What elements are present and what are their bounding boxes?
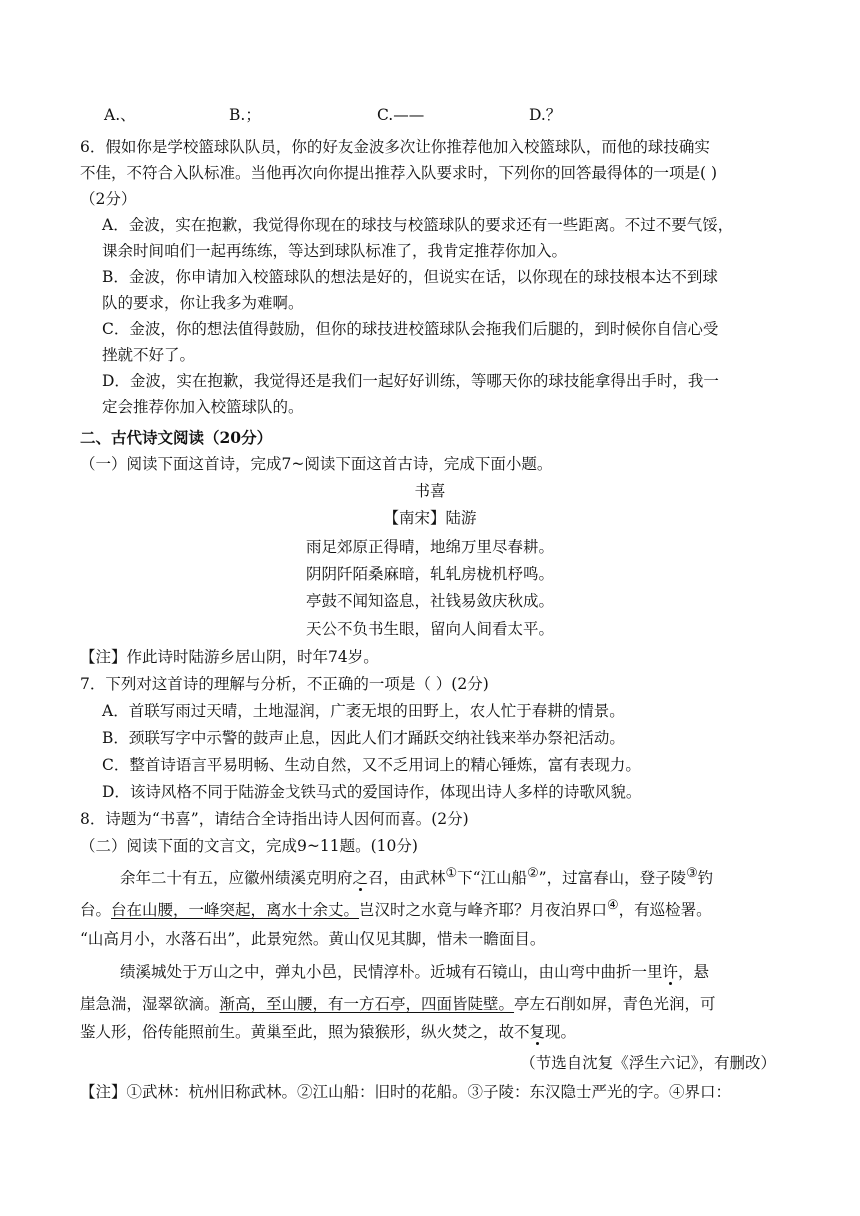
q5-option-a: A.、 xyxy=(104,106,136,124)
poem-note: 【注】作此诗时陆游乡居山阴，时年74岁。 xyxy=(80,648,379,666)
q7-stem: 7．下列对这首诗的理解与分析，不正确的一项是（ ）(2分) xyxy=(80,675,489,693)
q7-option-c: C．整首诗语言平易明畅、生动自然，又不乏用词上的精心锤炼，富有表现力。 xyxy=(102,756,641,774)
part2-intro: （二）阅读下面的文言文，完成9~11题。(10分) xyxy=(80,837,418,855)
q6-stem-line: （2分） xyxy=(80,190,137,208)
q6-stem-line: 不佳，不符合入队标准。当他再次向你提出推荐入队要求时，下列你的回答最得体的一项是( ) xyxy=(80,164,718,182)
passage-line: 台。台在山腰，一峰突起，离水十余丈。岂汉时之水竟与峰齐耶？月夜泊界口④，有巡检署。 xyxy=(80,898,712,920)
passage-line: 余年二十有五，应徽州绩溪克明府之召，由武林①下“江山船②”，过富春山，登子陵③钓 xyxy=(120,866,714,888)
poem-line: 雨足郊原正得晴，地绵万里尽春耕。 xyxy=(305,538,554,556)
q6-option-a-line: A．金波，实在抱歉，我觉得你现在的球技与校篮球队的要求还有一些距离。不过不要气馁， xyxy=(102,216,734,234)
q7-option-a: A．首联写雨过天晴，土地湿润，广袤无垠的田野上，农人忙于春耕的情景。 xyxy=(102,702,625,720)
footnote-mark: ④ xyxy=(607,898,619,913)
passage-line: 绩溪城处于万山之中，弹丸小邑，民情淳朴。近城有石镜山，由山弯中曲折一里许，悬 xyxy=(120,963,710,981)
q6-option-b-line: B．金波，你申请加入校篮球队的想法是好的，但说实在话，以你现在的球技根本达不到球 xyxy=(102,268,718,286)
passage-line: 崖急湍，湿翠欲滴。渐高，至山腰，有一方石亭，四面皆陡壁。亭左石削如屏，青色光润，可 xyxy=(80,995,716,1013)
q6-option-a-line: 课余时间咱们一起再练练，等达到球队标准了，我肯定推荐你加入。 xyxy=(102,242,568,260)
q6-stem-line: 6．假如你是学校篮球队队员，你的好友金波多次让你推荐他加入校篮球队，而他的球技确实 xyxy=(80,138,710,156)
q7-option-b: B．颈联写字中示警的鼓声止息，因此人们才踊跃交纳社钱来举办祭祀活动。 xyxy=(102,729,625,747)
q7-option-d: D．该诗风格不同于陆游金戈铁马式的爱国诗作，体现出诗人多样的诗歌风貌。 xyxy=(102,783,642,801)
passage-source: （节选自沈复《浮生六记》，有删改） xyxy=(520,1054,776,1072)
poem-line: 天公不负书生眼，留向人间看太平。 xyxy=(305,620,554,638)
q6-option-b-line: 队的要求，你让我多为难啊。 xyxy=(102,294,304,312)
section-heading: 二、古代诗文阅读（20分） xyxy=(80,428,273,447)
poem-title: 书喜 xyxy=(414,482,446,500)
passage-line: “山高月小，水落石出”，此景宛然。黄山仅见其脚，惜未一瞻面目。 xyxy=(80,930,546,948)
q6-option-c-line: 挫就不好了。 xyxy=(102,346,196,364)
emphasis-dot-char: 许 xyxy=(662,963,679,981)
q6-option-c-line: C．金波，你的想法值得鼓励，但你的球技进校篮球队会拖我们后腿的，到时候你自信心受 xyxy=(102,320,719,338)
poem-line: 阴阴阡陌桑麻暗，轧轧房栊机杼鸣。 xyxy=(305,565,554,583)
q8-stem: 8．诗题为“书喜”，请结合全诗指出诗人因何而喜。(2分) xyxy=(80,810,469,828)
poem-author: 【南宋】陆游 xyxy=(383,509,477,527)
underlined-sentence: 渐高，至山腰，有一方石亭，四面皆陡壁。 xyxy=(219,995,515,1013)
part1-intro: （一）阅读下面这首诗，完成7~阅读下面这首古诗，完成下面小题。 xyxy=(80,455,553,473)
q5-option-b: B.； xyxy=(229,106,261,124)
footnote-mark: ③ xyxy=(686,866,698,881)
q5-option-c: C.—— xyxy=(377,106,425,124)
passage-notes: 【注】①武林：杭州旧称武林。②江山船：旧时的花船。③子陵：东汉隐士严光的字。④界口： xyxy=(80,1083,732,1101)
footnote-mark: ① xyxy=(445,866,458,881)
emphasis-dot-char: 复 xyxy=(529,1023,546,1041)
poem-line: 亭鼓不闻知盗息，社钱易敛庆秋成。 xyxy=(305,592,554,610)
footnote-mark: ② xyxy=(527,866,539,881)
underlined-sentence: 台在山腰，一峰突起，离水十余丈。 xyxy=(111,901,360,920)
emphasis-dot-char: 之 xyxy=(352,869,369,888)
q6-option-d-line: 定会推荐你加入校篮球队的。 xyxy=(102,398,304,416)
q6-option-d-line: D．金波，实在抱歉，我觉得还是我们一起好好训练，等哪天你的球技能拿得出手时，我一 xyxy=(102,372,719,390)
passage-line: 鉴人形，俗传能照前生。黄巢至此，照为猿猴形，纵火焚之，故不复现。 xyxy=(80,1023,577,1041)
q5-option-d: D.？ xyxy=(529,106,562,124)
